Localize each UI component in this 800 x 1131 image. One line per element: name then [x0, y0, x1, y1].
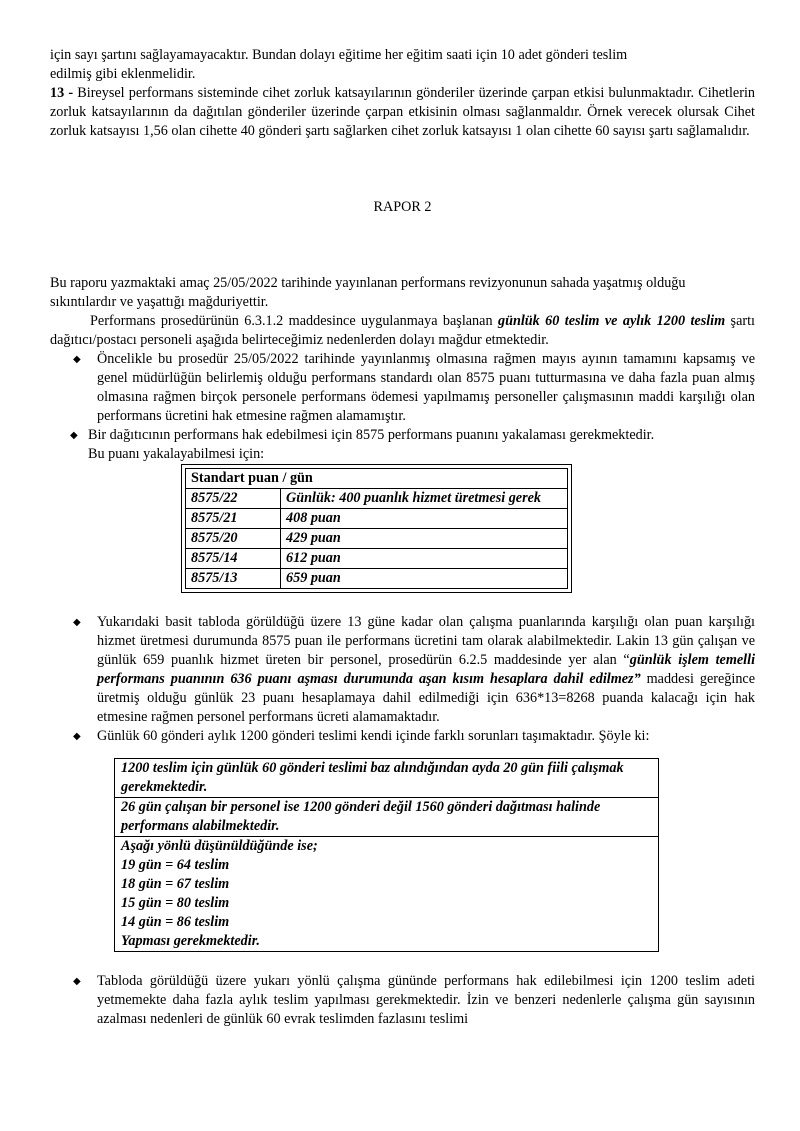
table-cell	[115, 837, 659, 952]
table-cell: 26 gün çalışan bir personel ise 1200 gönderi değil 1560 gönderi dağıtması halinde performans alabilmektedir.	[115, 798, 659, 837]
cell-line: 18 gün = 67 teslim	[121, 876, 230, 892]
bullet-item-1	[50, 350, 755, 426]
bullet-icon: ◆	[73, 976, 81, 987]
table-row	[186, 509, 568, 529]
cell-line: Aşağı yönlü düşünüldüğünde ise;	[121, 838, 318, 854]
bullet-text: Yukarıdaki basit tabloda görüldüğü üzere 13 güne kadar olan çalışma puanlarında karşılığı olan puan karşılığı hizmet üretmesi durumunda 8575 puan ile performans ücretini tam olarak alabilmektedir. Lakin 13 gün çalışan ve günlük 659 puanlık hizmet üreten bir personel, prosedürün 6.2.5 maddesinde yer alan “	[97, 614, 755, 668]
procedure-paragraph	[50, 312, 755, 350]
bullet-item-2	[50, 426, 755, 464]
bullet-text: Günlük 60 gönderi aylık 1200 gönderi teslimi kendi içinde farklı sorunları taşımaktadır. Şöyle ki:	[97, 728, 650, 744]
intro-paragraph: Bu raporu yazmaktaki amaç 25/05/2022 tarihinde yayınlanan performans revizyonunun sahada yaşatmış olduğu sıkıntılardır ve yaşattığı mağduriyettir.	[50, 275, 686, 310]
bullet-item-5	[50, 972, 755, 1029]
document-page	[50, 46, 755, 1029]
table-cell: 8575/20	[186, 529, 281, 549]
standard-score-table	[185, 468, 568, 589]
bullet-text: Tabloda görüldüğü üzere yukarı yönlü çalışma gününde performans hak edilebilmesi için 1200 teslim adeti yetmemekte daha fazla aylık teslim yapılması gerekmektedir. İzin ve benzeri nedenlerle çalışma gün sayısının azalması nedenleri de günlük 60 evrak teslimden fazlasını teslimi	[97, 973, 755, 1027]
item-text: Bireysel performans sisteminde cihet zorluk katsayılarının gönderiler üzerinde çarpan etkisi bulunmaktadır. Cihetlerin zorluk katsayılarının da dağıtılan gönderiler üzerinde çarpan etkisinin olması sağlanmaldır. Örnek verecek olursak Cihet zorluk katsayısı 1,56 olan cihette 40 gönderi şartı sağlarken cihet zorluk katsayısı 1 olan cihette 60 sayısı şartı sağlamalıdır.	[50, 85, 755, 139]
paragraph-line: için sayı şartını sağlayamayacaktır. Bundan dolayı eğitime her eğitim saati için 10 adet gönderi teslim	[50, 47, 628, 63]
bullet-icon: ◆	[73, 617, 81, 628]
item-number: 13 -	[50, 85, 74, 101]
table-cell: Günlük: 400 puanlık hizmet üretmesi gerek	[281, 489, 568, 509]
delivery-table	[114, 758, 659, 952]
table-cell: 659 puan	[281, 569, 568, 589]
bullet-text: Bu puanı yakalayabilmesi için:	[88, 446, 265, 462]
table-header: Standart puan / gün	[186, 469, 568, 489]
cell-line: 15 gün = 80 teslim	[121, 895, 230, 911]
item-13	[50, 84, 755, 141]
paragraph-continuation	[50, 46, 755, 84]
table-cell: 8575/22	[186, 489, 281, 509]
cell-line: 19 gün = 64 teslim	[121, 857, 230, 873]
paragraph-line: edilmiş gibi eklenmelidir.	[50, 66, 196, 82]
table-cell: 1200 teslim için günlük 60 gönderi teslimi baz alındığından ayda 20 gün fiili çalışmak gerekmektedir.	[115, 759, 659, 798]
table-cell: 408 puan	[281, 509, 568, 529]
table-row	[186, 489, 568, 509]
table-cell: 8575/13	[186, 569, 281, 589]
procedure-text-end: şartı dağıtıcı/postacı personeli aşağıda belirteceğimiz nedenlerden dolayı mağdur etmektedir.	[50, 313, 755, 348]
standard-score-table-frame	[181, 464, 572, 593]
cell-line: Yapması gerekmektedir.	[121, 933, 260, 949]
table-cell: 8575/21	[186, 509, 281, 529]
procedure-text: Performans prosedürünün 6.3.1.2 maddesince uygulanmaya başlanan	[90, 313, 498, 329]
table-cell: 8575/14	[186, 549, 281, 569]
cell-line: 14 gün = 86 teslim	[121, 914, 230, 930]
bullet-icon: ◆	[73, 354, 81, 365]
table-row	[186, 549, 568, 569]
bullet-emphasis: günlük işlem temelli performans puanının 636 puanı aşması durumunda aşan kısım hesaplara dahil edilmez”	[97, 652, 756, 687]
table-row	[115, 837, 659, 952]
bullet-icon: ◆	[73, 731, 81, 742]
report-title: RAPOR 2	[373, 199, 432, 215]
bullet-item-4	[50, 727, 755, 746]
table-header-row	[186, 469, 568, 489]
bullet-icon: ◆	[70, 430, 78, 441]
bullet-text: Bir dağıtıcının performans hak edebilmesi için 8575 performans puanını yakalaması gerekmektedir.	[88, 427, 655, 443]
bullet-text: Öncelikle bu prosedür 25/05/2022 tarihinde yayınlanmış olmasına rağmen mayıs ayının tamamını kapsamış ve genel müdürlüğün belirlemiş olduğu performans standardı olan 8575 puanı tutturmasına ve daha fazla puan almış olmasına rağmen birçok personele performans ödemesi yapılmamış personeller çalışmasının maddi karşılığı olan performans ücretini hak etmesine rağmen alamamıştır.	[97, 351, 755, 424]
bullet-text-end: maddesi gereğince üretmiş olduğu günlük 23 puanı hesaplamaya dahil edilmediği için 636*13=8268 puanda kalacağı için hak etmesine rağmen personel performans ücreti alamamaktadır.	[97, 671, 756, 725]
table-row	[186, 569, 568, 589]
table-cell: 612 puan	[281, 549, 568, 569]
table-row	[115, 798, 659, 837]
table-row	[186, 529, 568, 549]
table-cell: 429 puan	[281, 529, 568, 549]
table-row	[115, 759, 659, 798]
procedure-emphasis: günlük 60 teslim ve aylık 1200 teslim	[497, 313, 726, 329]
bullet-item-3	[50, 613, 755, 727]
